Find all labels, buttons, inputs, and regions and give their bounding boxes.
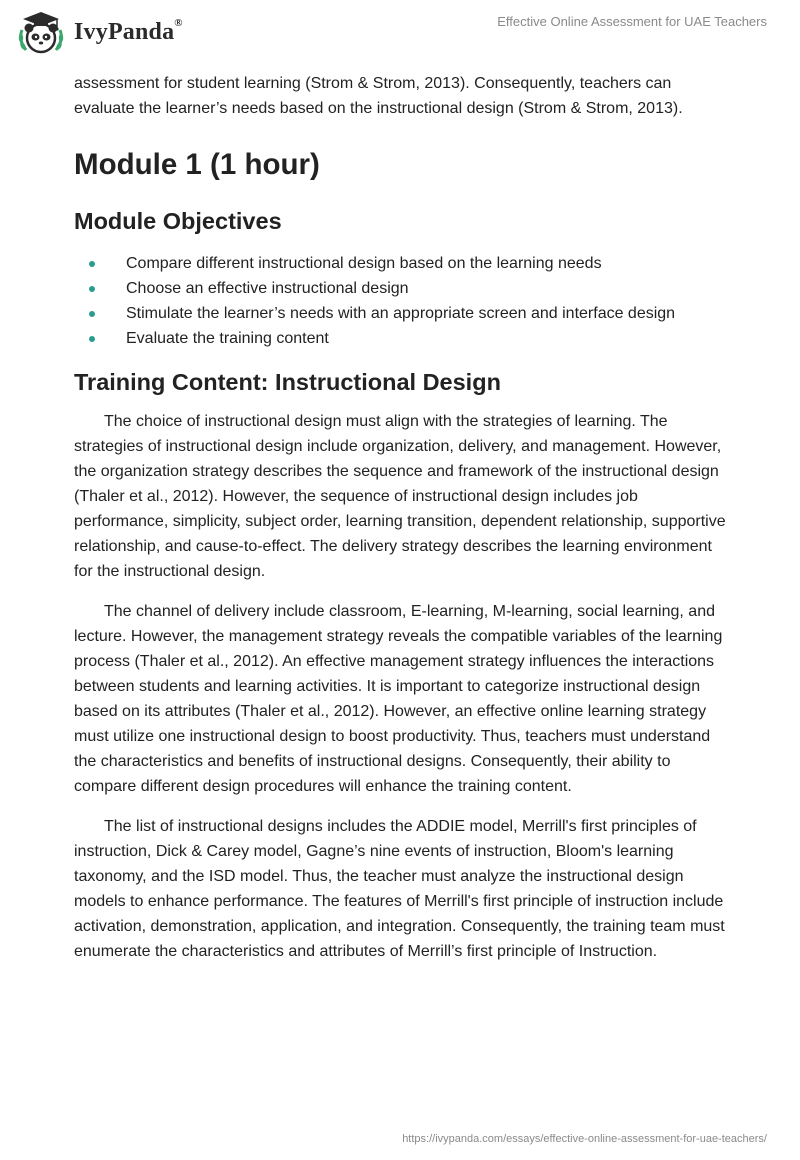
training-paragraph-2: The channel of delivery include classroom, E-learning, M-learning, social learning, and lecture. However, the management strategy reveals the compatible variables of the learning process (Thaler et al., 2012). An effective management strategy influences the interactions between students and learning activities. It is important to categorize instructional design based on its attributes (Thaler et al., 2012). However, an effective online learning strategy must utilize one instructional design to boost productivity. Thus, teachers must understand the characteristics and benefits of instructional designs. Consequently, their ability to compare different design procedures will enhance the training content. — [74, 603, 723, 795]
list-item: Stimulate the learner’s needs with an appropriate screen and interface design — [74, 301, 734, 326]
bullet-icon — [89, 336, 95, 342]
page-header — [0, 0, 800, 70]
objectives-list — [74, 251, 734, 351]
list-item: Compare different instructional design based on the learning needs — [74, 251, 734, 276]
list-item: Evaluate the training content — [74, 326, 734, 351]
article-content — [74, 71, 734, 964]
training-paragraph-1: The choice of instructional design must align with the strategies of learning. The strategies of instructional design include organization, delivery, and management. However, the organization strategy describes the sequence and framework of the instructional design (Thaler et al., 2012). However, the sequence of instructional design includes job performance, simplicity, subject order, learning transition, dependent relationship, supportive relationship, and cause-to-effect. The delivery strategy describes the learning environment for the instructional design. — [74, 413, 726, 580]
training-paragraph-3: The list of instructional designs includes the ADDIE model, Merrill's first principles of instruction, Dick & Carey model, Gagne’s nine events of instruction, Bloom's learning taxonomy, and the ISD model. Thus, the teacher must analyze the instructional design models to enhance performance. The features of Merrill's first principle of instruction include activation, demonstration, application, and integration. Consequently, the training team must enumerate the characteristics and attributes of Merrill’s first principle of Instruction. — [74, 818, 725, 960]
panda-graduate-icon — [14, 8, 68, 56]
ivypanda-logo[interactable] — [14, 8, 183, 56]
bullet-icon — [89, 286, 95, 292]
objectives-heading: Module Objectives — [74, 208, 282, 234]
source-url-link[interactable]: https://ivypanda.com/essays/effective-online-assessment-for-uae-teachers/ — [402, 1133, 767, 1145]
module-heading: Module 1 (1 hour) — [74, 148, 320, 181]
training-heading: Training Content: Instructional Design — [74, 369, 501, 395]
bullet-icon — [89, 261, 95, 267]
bullet-icon — [89, 311, 95, 317]
document-title: Effective Online Assessment for UAE Teachers — [497, 14, 767, 29]
intro-paragraph: assessment for student learning (Strom & Strom, 2013). Consequently, teachers can evaluate the learner’s needs based on the instructional design (Strom & Strom, 2013). — [74, 75, 683, 117]
list-item: Choose an effective instructional design — [74, 276, 734, 301]
brand-name: IvyPanda® — [74, 16, 183, 45]
